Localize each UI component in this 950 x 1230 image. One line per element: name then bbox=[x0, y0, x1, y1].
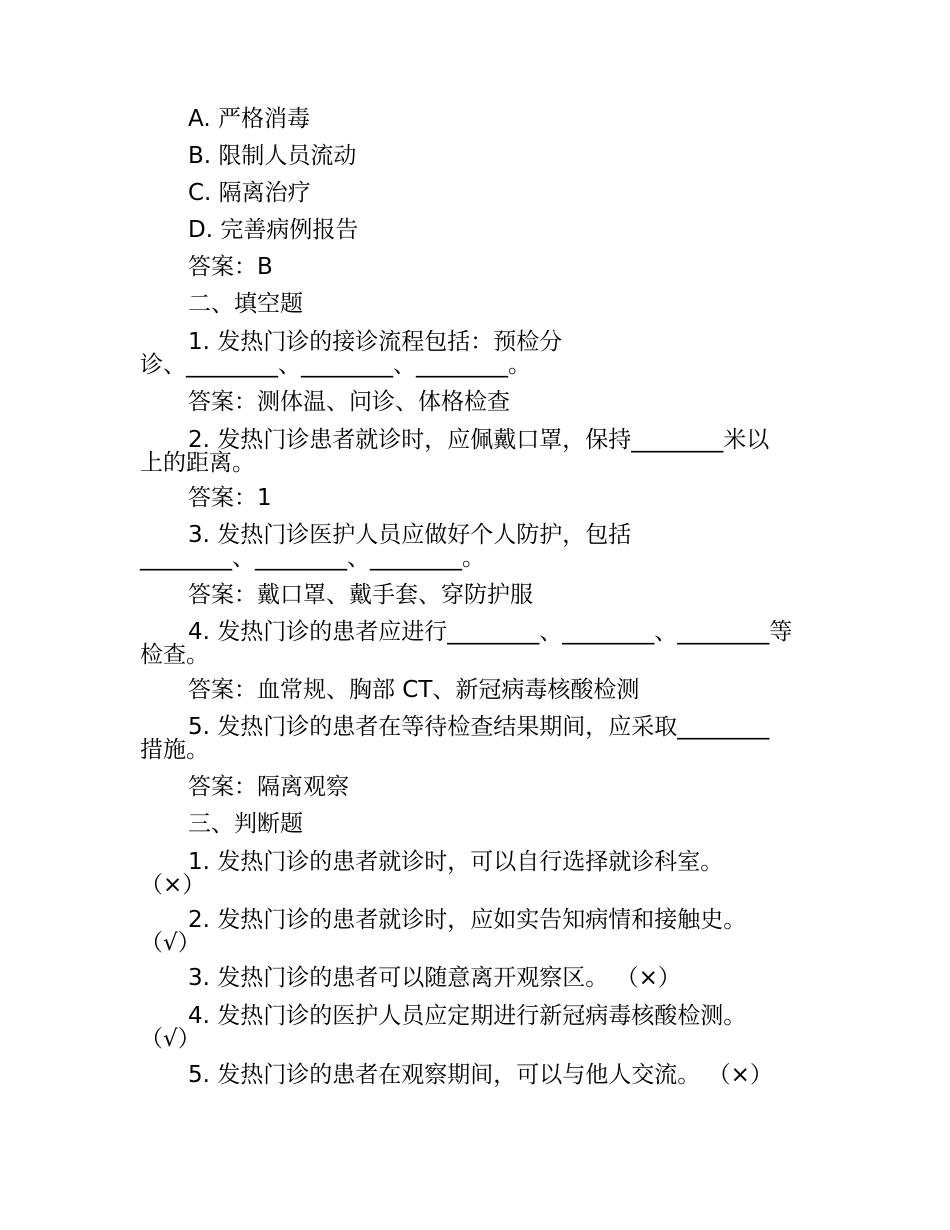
fill-q2-line1: 2. 发热门诊患者就诊时，应佩戴口罩，保持________米以 bbox=[188, 427, 770, 453]
tf-q4-mark: （√） bbox=[140, 1026, 201, 1052]
fill-q4-line2: 检查。 bbox=[140, 642, 209, 668]
option-a: A. 严格消毒 bbox=[188, 106, 310, 132]
tf-q1-line1: 1. 发热门诊的患者就诊时，可以自行选择就诊科室。 bbox=[188, 849, 724, 875]
tf-q1-mark: （×） bbox=[140, 872, 206, 898]
choice-answer: 答案：B bbox=[188, 254, 273, 280]
option-c: C. 隔离治疗 bbox=[188, 180, 311, 206]
fill-q1-answer: 答案：测体温、问诊、体格检查 bbox=[188, 389, 510, 415]
tf-q2-mark: （√） bbox=[140, 930, 201, 956]
section-heading-true-false: 三、判断题 bbox=[188, 811, 303, 837]
tf-q2-line1: 2. 发热门诊的患者就诊时，应如实告知病情和接触史。 bbox=[188, 907, 747, 933]
fill-q1-line2: 诊、________、________、________。 bbox=[140, 352, 531, 378]
fill-q5-answer: 答案：隔离观察 bbox=[188, 774, 349, 800]
option-d: D. 完善病例报告 bbox=[188, 217, 359, 243]
tf-q3: 3. 发热门诊的患者可以随意离开观察区。 （×） bbox=[188, 965, 681, 991]
fill-q5-line1: 5. 发热门诊的患者在等待检查结果期间，应采取________ bbox=[188, 714, 770, 740]
fill-q4-answer: 答案：血常规、胸部 CT、新冠病毒核酸检测 bbox=[188, 677, 640, 703]
fill-q3-line2: ________、________、________。 bbox=[140, 545, 485, 571]
fill-q2-line2: 上的距离。 bbox=[140, 450, 255, 476]
fill-q4-line1: 4. 发热门诊的患者应进行________、________、________等 bbox=[188, 619, 793, 645]
fill-q1-line1: 1. 发热门诊的接诊流程包括：预检分 bbox=[188, 329, 563, 355]
tf-q5: 5. 发热门诊的患者在观察期间，可以与他人交流。 （×） bbox=[188, 1062, 773, 1088]
fill-q3-answer: 答案：戴口罩、戴手套、穿防护服 bbox=[188, 582, 533, 608]
fill-q2-answer: 答案：1 bbox=[188, 485, 272, 511]
fill-q3-line1: 3. 发热门诊医护人员应做好个人防护，包括 bbox=[188, 522, 632, 548]
section-heading-fill-blank: 二、填空题 bbox=[188, 291, 303, 317]
tf-q4-line1: 4. 发热门诊的医护人员应定期进行新冠病毒核酸检测。 bbox=[188, 1003, 747, 1029]
fill-q5-line2: 措施。 bbox=[140, 737, 209, 763]
option-b: B. 限制人员流动 bbox=[188, 143, 357, 169]
